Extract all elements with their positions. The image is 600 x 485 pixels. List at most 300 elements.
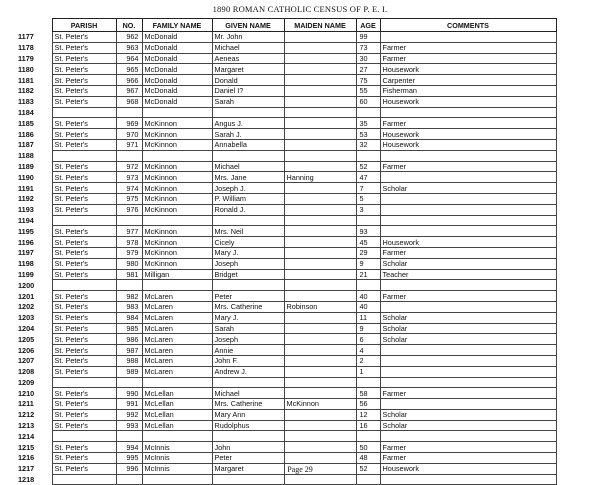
row-number: 1208 xyxy=(18,367,35,377)
given-name-cell: Mrs. Jane xyxy=(212,172,284,183)
parish-cell: St. Peter's xyxy=(52,226,116,237)
number-cell: 963 xyxy=(116,42,142,53)
number-cell: 967 xyxy=(116,85,142,96)
row-number: 1192 xyxy=(18,194,34,204)
age-cell: 40 xyxy=(356,301,380,312)
age-cell xyxy=(356,431,380,442)
maiden-name-cell xyxy=(284,291,356,302)
row-number: 1196 xyxy=(18,237,34,247)
age-cell xyxy=(356,107,380,118)
age-cell: 30 xyxy=(356,53,380,64)
given-name-cell: Mary J. xyxy=(212,247,284,258)
given-name-cell xyxy=(212,107,284,118)
comments-cell: Scholar xyxy=(380,323,556,334)
family-name-cell xyxy=(142,431,212,442)
row-number: 1209 xyxy=(14,377,52,388)
table-row xyxy=(14,107,556,118)
number-cell: 980 xyxy=(116,258,142,269)
age-cell: 29 xyxy=(356,247,380,258)
comments-cell: Scholar xyxy=(380,420,556,431)
age-cell: 55 xyxy=(356,85,380,96)
given-name-cell xyxy=(212,150,284,161)
row-number: 1183 xyxy=(18,97,34,107)
parish-cell xyxy=(52,431,116,442)
given-name-cell: Margaret xyxy=(212,64,284,75)
comments-cell: Scholar xyxy=(380,409,556,420)
number-cell: 971 xyxy=(116,139,142,150)
maiden-name-cell xyxy=(284,442,356,453)
maiden-name-cell xyxy=(284,345,356,356)
maiden-name-header: MAIDEN NAME xyxy=(284,19,356,32)
number-cell: 981 xyxy=(116,269,142,280)
parish-cell: St. Peter's xyxy=(52,139,116,150)
family-name-cell: McLaren xyxy=(142,366,212,377)
table-row xyxy=(14,139,556,150)
age-cell: 47 xyxy=(356,172,380,183)
comments-cell: Farmer xyxy=(380,291,556,302)
parish-cell: St. Peter's xyxy=(52,409,116,420)
number-cell xyxy=(116,107,142,118)
number-cell: 977 xyxy=(116,226,142,237)
given-name-cell: Joseph xyxy=(212,258,284,269)
comments-cell xyxy=(380,226,556,237)
row-number: 1199 xyxy=(18,269,34,279)
number-cell: 982 xyxy=(116,291,142,302)
age-cell: 7 xyxy=(356,183,380,194)
maiden-name-cell xyxy=(284,75,356,86)
number-cell: 987 xyxy=(116,345,142,356)
table-row xyxy=(14,409,556,420)
family-name-cell: McLaren xyxy=(142,301,212,312)
age-header: AGE xyxy=(356,19,380,32)
number-cell: 983 xyxy=(116,301,142,312)
number-cell: 969 xyxy=(116,118,142,129)
parish-cell: St. Peter's xyxy=(52,453,116,464)
parish-cell xyxy=(52,377,116,388)
number-cell: 966 xyxy=(116,75,142,86)
row-number: 1206 xyxy=(18,345,35,355)
maiden-name-cell: Robinson xyxy=(284,301,356,312)
row-number: 1214 xyxy=(14,431,52,442)
parish-cell: St. Peter's xyxy=(52,32,116,43)
maiden-name-cell xyxy=(284,453,356,464)
age-cell: 12 xyxy=(356,409,380,420)
comments-cell: Farmer xyxy=(380,161,556,172)
parish-cell: St. Peter's xyxy=(52,334,116,345)
given-name-cell: John xyxy=(212,442,284,453)
row-number: 1182 xyxy=(18,86,34,96)
table-row xyxy=(14,193,556,204)
comments-cell xyxy=(380,193,556,204)
row-number: 1178 xyxy=(18,43,34,53)
comments-cell xyxy=(380,399,556,410)
age-cell xyxy=(356,150,380,161)
maiden-name-cell xyxy=(284,269,356,280)
comments-cell xyxy=(380,345,556,356)
number-cell: 988 xyxy=(116,355,142,366)
given-name-cell: Ronald J. xyxy=(212,204,284,215)
given-name-cell: P. William xyxy=(212,193,284,204)
comments-cell: Housework xyxy=(380,129,556,140)
given-name-cell: Mrs. Catherine xyxy=(212,399,284,410)
row-number: 1201 xyxy=(18,291,35,301)
number-header: NO. xyxy=(116,19,142,32)
comments-cell: Fisherman xyxy=(380,85,556,96)
table-row xyxy=(14,53,556,64)
number-cell: 978 xyxy=(116,237,142,248)
maiden-name-cell xyxy=(284,193,356,204)
table-row xyxy=(14,150,556,161)
number-cell: 991 xyxy=(116,399,142,410)
parish-cell xyxy=(52,280,116,291)
row-number: 1200 xyxy=(14,280,52,291)
age-cell: 3 xyxy=(356,204,380,215)
table-row xyxy=(14,399,556,410)
table-row xyxy=(14,388,556,399)
family-name-cell: McLaren xyxy=(142,312,212,323)
comments-cell: Scholar xyxy=(380,334,556,345)
age-cell: 48 xyxy=(356,453,380,464)
family-name-cell: McKinnon xyxy=(142,204,212,215)
comments-cell xyxy=(380,366,556,377)
maiden-name-cell xyxy=(284,150,356,161)
given-name-cell xyxy=(212,215,284,226)
parish-cell: St. Peter's xyxy=(52,237,116,248)
row-number: 1217 xyxy=(18,464,35,474)
row-number: 1180 xyxy=(18,64,34,74)
family-name-cell: McKinnon xyxy=(142,247,212,258)
family-name-cell: McKinnon xyxy=(142,139,212,150)
row-number: 1204 xyxy=(18,323,35,333)
table-row xyxy=(14,453,556,464)
family-name-cell: McLaren xyxy=(142,323,212,334)
family-name-cell: McKinnon xyxy=(142,161,212,172)
given-name-cell: Donald xyxy=(212,75,284,86)
page-number: Page 29 xyxy=(287,465,313,474)
family-name-cell: McDonald xyxy=(142,64,212,75)
family-name-cell: McInnis xyxy=(142,442,212,453)
family-name-cell xyxy=(142,377,212,388)
number-cell: 979 xyxy=(116,247,142,258)
row-number: 1207 xyxy=(18,356,35,366)
table-row xyxy=(14,420,556,431)
row-number: 1184 xyxy=(14,107,52,118)
number-cell: 968 xyxy=(116,96,142,107)
row-number: 1188 xyxy=(14,150,52,161)
row-number: 1212 xyxy=(18,410,35,420)
row-number: 1215 xyxy=(18,442,35,452)
parish-cell: St. Peter's xyxy=(52,301,116,312)
family-name-cell: McKinnon xyxy=(142,237,212,248)
family-name-cell: McLellan xyxy=(142,388,212,399)
age-cell: 11 xyxy=(356,312,380,323)
parish-cell: St. Peter's xyxy=(52,345,116,356)
comments-cell xyxy=(380,355,556,366)
table-row xyxy=(14,312,556,323)
row-number: 1185 xyxy=(18,118,34,128)
table-row xyxy=(14,226,556,237)
header-row xyxy=(14,19,556,32)
table-row xyxy=(14,323,556,334)
family-name-cell: McDonald xyxy=(142,75,212,86)
parish-cell: St. Peter's xyxy=(52,269,116,280)
age-cell xyxy=(356,377,380,388)
table-row xyxy=(14,204,556,215)
table-row xyxy=(14,291,556,302)
family-name-cell: McDonald xyxy=(142,32,212,43)
number-cell: 964 xyxy=(116,53,142,64)
table-row xyxy=(14,269,556,280)
parish-cell: St. Peter's xyxy=(52,161,116,172)
family-name-cell: McLellan xyxy=(142,409,212,420)
family-name-cell xyxy=(142,215,212,226)
maiden-name-cell xyxy=(284,334,356,345)
table-row xyxy=(14,237,556,248)
given-name-cell: Sarah xyxy=(212,96,284,107)
age-cell: 73 xyxy=(356,42,380,53)
given-name-cell: Margaret xyxy=(212,463,284,474)
age-cell: 45 xyxy=(356,237,380,248)
maiden-name-cell xyxy=(284,377,356,388)
given-name-cell: John F. xyxy=(212,355,284,366)
age-cell: 52 xyxy=(356,161,380,172)
parish-cell: St. Peter's xyxy=(52,172,116,183)
maiden-name-cell xyxy=(284,161,356,172)
number-cell xyxy=(116,215,142,226)
census-sheet xyxy=(14,18,556,485)
maiden-name-cell xyxy=(284,215,356,226)
table-row xyxy=(14,85,556,96)
family-name-cell: McInnis xyxy=(142,453,212,464)
maiden-name-cell: Hanning xyxy=(284,172,356,183)
parish-cell: St. Peter's xyxy=(52,323,116,334)
parish-cell: St. Peter's xyxy=(52,75,116,86)
comments-cell: Housework xyxy=(380,139,556,150)
family-name-cell xyxy=(142,150,212,161)
age-cell: 6 xyxy=(356,334,380,345)
age-cell: 60 xyxy=(356,96,380,107)
given-name-cell: Annabella xyxy=(212,139,284,150)
row-number: 1191 xyxy=(18,183,34,193)
number-cell: 970 xyxy=(116,129,142,140)
age-cell xyxy=(356,215,380,226)
parish-cell: St. Peter's xyxy=(52,312,116,323)
maiden-name-cell xyxy=(284,118,356,129)
maiden-name-cell xyxy=(284,280,356,291)
table-row xyxy=(14,377,556,388)
row-number: 1177 xyxy=(18,32,34,42)
parish-cell xyxy=(52,150,116,161)
row-number: 1181 xyxy=(18,75,34,85)
number-cell: 976 xyxy=(116,204,142,215)
given-name-cell: Joseph J. xyxy=(212,183,284,194)
parish-cell: St. Peter's xyxy=(52,420,116,431)
row-number: 1194 xyxy=(14,215,52,226)
row-number: 1210 xyxy=(18,388,35,398)
comments-cell: Farmer xyxy=(380,118,556,129)
row-number: 1213 xyxy=(18,421,35,431)
comments-cell: Farmer xyxy=(380,453,556,464)
maiden-name-cell xyxy=(284,420,356,431)
age-cell: 58 xyxy=(356,388,380,399)
row-number: 1205 xyxy=(18,334,35,344)
table-row xyxy=(14,64,556,75)
row-number: 1195 xyxy=(18,226,34,236)
family-name-cell xyxy=(142,107,212,118)
maiden-name-cell xyxy=(284,431,356,442)
parish-cell: St. Peter's xyxy=(52,193,116,204)
parish-cell: St. Peter's xyxy=(52,85,116,96)
number-cell: 989 xyxy=(116,366,142,377)
maiden-name-cell xyxy=(284,247,356,258)
comments-cell xyxy=(380,32,556,43)
family-name-cell: McKinnon xyxy=(142,258,212,269)
row-number: 1189 xyxy=(18,161,34,171)
table-row xyxy=(14,75,556,86)
maiden-name-cell xyxy=(284,237,356,248)
parish-cell: St. Peter's xyxy=(52,64,116,75)
comments-cell xyxy=(380,150,556,161)
age-cell: 75 xyxy=(356,75,380,86)
number-cell: 962 xyxy=(116,32,142,43)
row-number: 1202 xyxy=(18,302,35,312)
family-name-cell: McLaren xyxy=(142,355,212,366)
given-name-cell: Joseph xyxy=(212,334,284,345)
family-name-cell: Milligan xyxy=(142,269,212,280)
given-name-cell: Mary J. xyxy=(212,312,284,323)
comments-cell: Scholar xyxy=(380,258,556,269)
family-name-cell: McDonald xyxy=(142,85,212,96)
maiden-name-cell xyxy=(284,129,356,140)
comments-cell xyxy=(380,107,556,118)
age-cell: 35 xyxy=(356,118,380,129)
family-name-cell: McDonald xyxy=(142,42,212,53)
given-name-cell: Peter xyxy=(212,453,284,464)
comments-cell xyxy=(380,431,556,442)
maiden-name-cell xyxy=(284,53,356,64)
age-cell: 52 xyxy=(356,463,380,474)
comments-cell xyxy=(380,204,556,215)
row-number: 1211 xyxy=(18,399,34,409)
maiden-name-cell xyxy=(284,409,356,420)
age-cell: 27 xyxy=(356,64,380,75)
given-name-cell xyxy=(212,431,284,442)
row-number: 1190 xyxy=(18,172,34,182)
number-cell: 973 xyxy=(116,172,142,183)
table-row xyxy=(14,96,556,107)
table-row xyxy=(14,161,556,172)
family-name-cell: McLaren xyxy=(142,291,212,302)
number-cell: 994 xyxy=(116,442,142,453)
comments-cell: Carpenter xyxy=(380,75,556,86)
table-row xyxy=(14,118,556,129)
comments-cell xyxy=(380,301,556,312)
number-cell xyxy=(116,150,142,161)
comments-cell xyxy=(380,377,556,388)
row-number: 1179 xyxy=(18,53,34,63)
parish-cell: St. Peter's xyxy=(52,442,116,453)
number-cell: 990 xyxy=(116,388,142,399)
given-name-cell: Aeneas xyxy=(212,53,284,64)
given-name-cell: Michael xyxy=(212,388,284,399)
age-cell: 1 xyxy=(356,366,380,377)
maiden-name-cell xyxy=(284,42,356,53)
maiden-name-cell: McKinnon xyxy=(284,399,356,410)
parish-cell: St. Peter's xyxy=(52,129,116,140)
family-name-cell: McDonald xyxy=(142,96,212,107)
maiden-name-cell xyxy=(284,204,356,215)
family-name-cell: McLellan xyxy=(142,420,212,431)
given-name-cell: Daniel I? xyxy=(212,85,284,96)
parish-cell: St. Peter's xyxy=(52,366,116,377)
age-cell: 4 xyxy=(356,345,380,356)
given-name-cell: Rudolphus xyxy=(212,420,284,431)
number-cell: 972 xyxy=(116,161,142,172)
age-cell: 99 xyxy=(356,32,380,43)
parish-cell: St. Peter's xyxy=(52,258,116,269)
maiden-name-cell xyxy=(284,64,356,75)
comments-cell: Teacher xyxy=(380,269,556,280)
comments-cell: Housework xyxy=(380,463,556,474)
family-name-cell: McKinnon xyxy=(142,193,212,204)
family-name-cell: McLaren xyxy=(142,345,212,356)
parish-cell xyxy=(52,107,116,118)
age-cell: 5 xyxy=(356,193,380,204)
comments-cell xyxy=(380,172,556,183)
given-name-cell: Mr. John xyxy=(212,32,284,43)
row-number: 1193 xyxy=(18,205,34,215)
parish-cell xyxy=(52,215,116,226)
row-number: 1216 xyxy=(18,453,35,463)
parish-header: PARISH xyxy=(52,19,116,32)
parish-cell: St. Peter's xyxy=(52,247,116,258)
family-name-cell: McKinnon xyxy=(142,226,212,237)
given-name-cell: Cicely xyxy=(212,237,284,248)
family-name-cell: McKinnon xyxy=(142,172,212,183)
given-name-cell: Angus J. xyxy=(212,118,284,129)
number-cell: 993 xyxy=(116,420,142,431)
number-cell xyxy=(116,377,142,388)
number-cell: 995 xyxy=(116,453,142,464)
age-cell: 21 xyxy=(356,269,380,280)
row-number: 1186 xyxy=(18,129,34,139)
age-cell: 50 xyxy=(356,442,380,453)
table-row xyxy=(14,442,556,453)
comments-cell xyxy=(380,280,556,291)
family-name-header: FAMILY NAME xyxy=(142,19,212,32)
family-name-cell: McKinnon xyxy=(142,118,212,129)
number-cell xyxy=(116,280,142,291)
parish-cell: St. Peter's xyxy=(52,388,116,399)
parish-cell: St. Peter's xyxy=(52,291,116,302)
parish-cell: St. Peter's xyxy=(52,53,116,64)
table-row xyxy=(14,32,556,43)
given-name-cell: Sarah xyxy=(212,323,284,334)
table-row xyxy=(14,280,556,291)
comments-cell: Farmer xyxy=(380,53,556,64)
parish-cell: St. Peter's xyxy=(52,183,116,194)
given-name-cell xyxy=(212,280,284,291)
number-cell: 985 xyxy=(116,323,142,334)
age-cell: 53 xyxy=(356,129,380,140)
family-name-cell: McLellan xyxy=(142,399,212,410)
parish-cell: St. Peter's xyxy=(52,118,116,129)
family-name-cell: McKinnon xyxy=(142,129,212,140)
age-cell: 32 xyxy=(356,139,380,150)
given-name-header: GIVEN NAME xyxy=(212,19,284,32)
comments-header: COMMENTS xyxy=(380,19,556,32)
maiden-name-cell xyxy=(284,85,356,96)
